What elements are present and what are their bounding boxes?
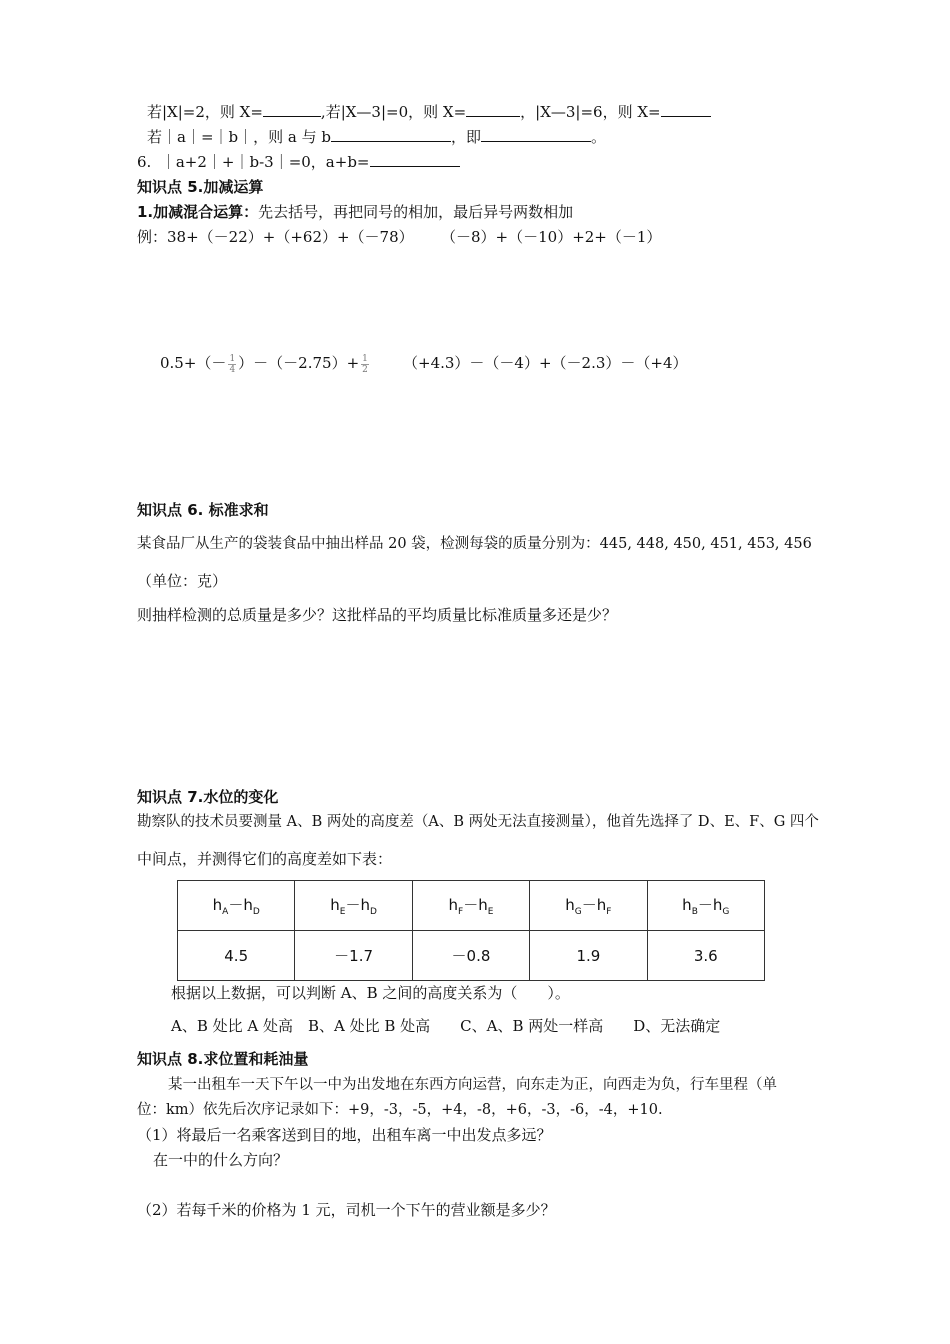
section-7-options: A、B 处比 A 处高 B、A 处比 B 处高 C、A、B 两处一样高 D、无法确定 [171,1017,721,1035]
table-header-row [178,881,765,931]
answer-blank[interactable] [331,127,451,142]
fraction-one-quarter [228,354,236,375]
answer-blank[interactable] [466,102,520,117]
fraction-denominator: 4 [229,364,236,375]
abs-q3-text: ｜a+2｜+｜b-3｜=0，a+b= [160,153,370,171]
example-4: （+4.3）－（－4）+（－2.3）－（+4） [403,354,688,372]
section-7-paragraph-1: 勘察队的技术员要测量 A、B 两处的高度差（A、B 两处无法直接测量），他首先选择了 D、E、F、G 四个 [137,814,819,830]
section-5-rule [137,202,573,222]
abs-q1-part-b: ,若|X—3|=0，则 X= [320,103,467,121]
table-cell: 3.6 [647,931,764,981]
section-8-paragraph-1: 某一出租车一天下午以一中为出发地在东西方向运营，向东走为正，向西走为负，行车里程（单 [168,1077,777,1093]
abs-question-2 [147,127,606,147]
answer-blank[interactable] [263,102,321,117]
table-header-cell: $h_B-h_G$ [647,881,764,931]
example-3-part-a: 0.5+（－ [160,354,227,372]
question-number: 6. [137,153,152,171]
section-6-paragraph-1: 某食品厂从生产的袋装食品中抽出样品 20 袋，检测每袋的质量分别为：445, 448, 450, 451, 453, 456 [137,536,812,552]
abs-question-3 [137,152,460,172]
example-2: （－8）+（－10）+2+（－1） [441,228,662,246]
section-6-title: 知识点 6. 标准求和 [137,501,269,519]
table-header-cell: $h_F-h_E$ [412,881,529,931]
table-header-cell: $h_E-h_D$ [295,881,412,931]
section-8-paragraph-2: 位：km）依先后次序记录如下：+9，-3，-5，+4，-8，+6，-3，-6，-4，+10. [137,1102,663,1118]
abs-question-1 [147,102,711,122]
section-7-paragraph-2: 中间点，并测得它们的高度差如下表： [137,850,393,868]
section-8-title: 知识点 8.求位置和耗油量 [137,1050,309,1068]
example-3 [160,353,371,375]
example-1: 38+（－22）+（+62）+（－78） [167,228,414,246]
table-cell: －1.7 [295,931,412,981]
fraction-one-half [361,354,369,375]
example-3-part-b: ）－（－2.75）+ [238,354,360,372]
answer-blank[interactable] [481,127,591,142]
example-label: 例： [137,228,168,246]
fraction-numerator: 1 [362,353,368,364]
table-header-cell: $h_A-h_D$ [178,881,295,931]
abs-q2-part-a: 若｜a｜=｜b｜，则 a 与 b [147,128,331,146]
abs-q2-part-b: ，即 [450,128,481,146]
abs-q1-part-a: 若|X|=2，则 X= [147,103,263,121]
fraction-denominator: 2 [362,364,368,375]
abs-q1-part-c: ，|X—3|=6，则 X= [520,103,661,121]
section-8-question-1a: （1）将最后一名乘客送到目的地，出租车离一中出发点多远？ [137,1126,552,1144]
answer-blank[interactable] [661,102,711,117]
section-8-question-2: （2）若每千米的价格为 1 元，司机一个下午的营业额是多少？ [137,1201,556,1219]
rule-label: 1.加减混合运算： [137,203,259,221]
height-difference-table [177,880,765,981]
table-header-cell: $h_G-h_F$ [530,881,647,931]
table-cell: －0.8 [412,931,529,981]
answer-blank[interactable] [370,152,460,167]
section-6-paragraph-3: 则抽样检测的总质量是多少？这批样品的平均质量比标准质量多还是少？ [137,606,618,624]
section-6-paragraph-2: （单位：克） [137,572,228,590]
section-8-question-1b: 在一中的什么方向？ [153,1151,289,1169]
example-row-1 [137,227,414,247]
fraction-numerator: 1 [229,353,236,364]
table-cell: 1.9 [530,931,647,981]
section-5-title: 知识点 5.加减运算 [137,178,264,196]
section-7-title: 知识点 7.水位的变化 [137,788,279,806]
table-cell: 4.5 [178,931,295,981]
rule-text: 先去括号，再把同号的相加，最后异号两数相加 [258,203,574,221]
section-7-question: 根据以上数据，可以判断 A、B 之间的高度关系为（ ）。 [171,984,570,1002]
abs-q2-part-c: 。 [590,128,606,146]
table-row [178,931,765,981]
